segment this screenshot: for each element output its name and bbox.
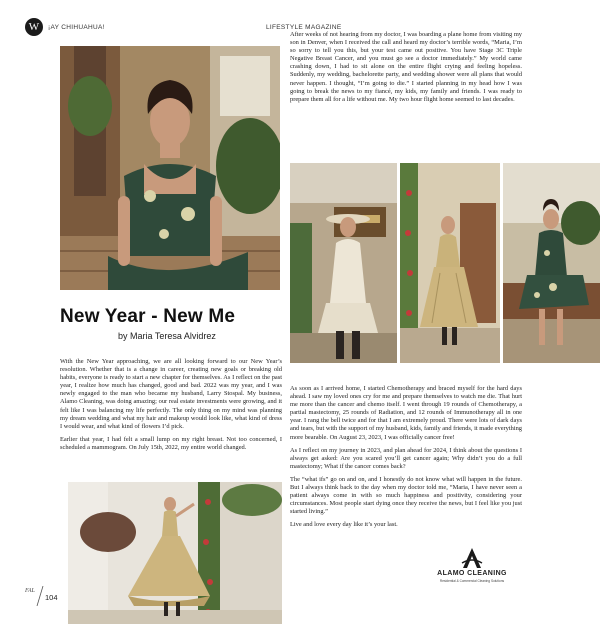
- article-title: New Year - New Me: [60, 306, 236, 327]
- page-number: 104: [45, 593, 58, 602]
- sponsor-name: ALAMO CLEANING: [437, 570, 507, 577]
- alamo-logo-icon: [460, 547, 484, 569]
- sponsor-tagline: Residential & Commercial Cleaning Solutions: [439, 579, 505, 583]
- folio: [25, 586, 65, 606]
- body-paragraph: As I reflect on my journey in 2023, and plan ahead for 2024, I think about the questions I always get asked: Are you scared you’ll get cancer again; Why didn’t you do a full mastectomy; What if the cancer comes back?: [290, 446, 522, 470]
- green-dress-seated-photo: [503, 163, 600, 363]
- white-dress-photo: [290, 163, 397, 363]
- portrait-photo: [60, 46, 280, 290]
- gold-dress-photo: [400, 163, 500, 363]
- gold-dress-twirl-photo: [68, 482, 282, 624]
- left-column: [60, 358, 282, 457]
- body-paragraph: After weeks of not hearing from my doctor, I was boarding a plane home from visiting my son in Denver, when I received the call and heard my doctor’s terrible words, “Maria, I’m so sorry to tell you this, but your test came out positive. You have Stage 3C Triple Negative Breast Cancer, and you must go see a doctor immediately.” My world came crashing down, I had to sit alone on the entire flight crying and feeling hopeless. Suddenly, my wedding, bachelorette party, and wedding shower were all plans that would never happen. I thought, “I’m going to die.” I started planning in my head how I was going to break the news to my fiancé, my kids, my family and friends. I was ready to prepare them all for a life without me. My two hour flight home seemed to last decades.: [290, 31, 522, 103]
- right-column-bottom: [290, 385, 522, 535]
- magazine-logo: W: [25, 18, 43, 36]
- body-paragraph: As soon as I arrived home, I started Chemotherapy and braced myself for the hard days ahead. I saw my loved ones cry for me and prepare themselves to watch me die. That hurt me more than the cancer and chemo itself. I went through 19 rounds of Chemotherapy, a partial mastectomy, 25 rounds of Radiation, and 12 rounds of Immunotherapy all in one year. I rang the bell twice and for that I am extremely proud. There were lots of dark days and tears, but with the support of my husband, kids, family and friends, it made everything more bearable. On August 23, 2023, I was officially cancer free!: [290, 385, 522, 441]
- body-paragraph: The “what ifs” go on and on, and I honestly do not know what will happen in the future. But I always think back to the day when my doctor told me, “Maria, I have never seen a patient always come in with so much happiness and positivity, considering your circumstances. Most people start dying once they receive the news, but I feel like you just started living.”: [290, 475, 522, 516]
- brand-name: ¡AY CHIHUAHUA!: [48, 24, 105, 31]
- folio-slash-icon: [36, 586, 44, 606]
- body-paragraph: Earlier that year, I had felt a small lump on my right breast. Not too concerned, I scheduled a mammogram. On July 15th, 2022, my entire world changed.: [60, 435, 282, 451]
- body-paragraph: With the New Year approaching, we are all looking forward to our New Year’s resolution. Whether that is a change in career, creating new goals or breaking old habits, everyone is ready to start a new chapter for themselves. As I reflect on the past year, I realize how much has changed, good and bad. 2022 was my year, and I was newly engaged to the man who became my husband, Larry Stospal. My business, Alamo Cleaning, was doing amazing; our real estate investments were growing, and it felt like I was balancing my life perfectly. The only thing on my mind was planning my dream wedding and what my hair and makeup would look like, what kind of dress I would wear, and what kind of flowers I’d pick.: [60, 358, 282, 430]
- body-paragraph: Live and love every day like it’s your last.: [290, 521, 398, 529]
- right-column-top: [290, 31, 522, 104]
- article-byline: by Maria Teresa Alvidrez: [118, 331, 216, 341]
- section-name: LIFESTYLE MAGAZINE: [266, 24, 342, 31]
- folio-mark: FAL: [25, 588, 35, 594]
